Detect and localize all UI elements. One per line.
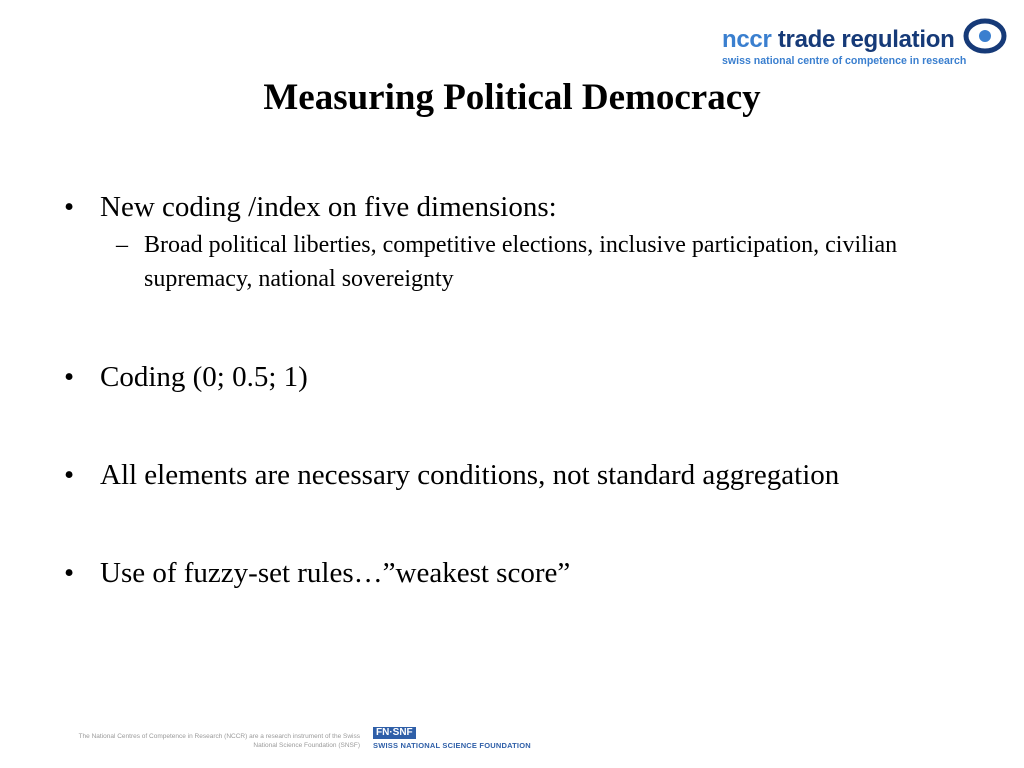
- logo-nccr-text: nccr: [722, 26, 772, 53]
- bullet-text: All elements are necessary conditions, not standard aggregation: [100, 459, 840, 491]
- snf-logo-box: FN·SNF: [373, 727, 416, 739]
- bullet-marker: •: [64, 361, 75, 393]
- logo-trade-regulation-text: trade regulation: [771, 26, 955, 53]
- eye-ring-icon: [962, 16, 1008, 56]
- slide-title: Measuring Political Democracy: [263, 77, 761, 118]
- sub-bullet-item: [116, 228, 964, 296]
- bullet-text: New coding /index on five dimensions:: [100, 191, 557, 223]
- bullet-item: [64, 188, 964, 226]
- sub-bullet-text: Broad political liberties, competitive elections, inclusive participation, civilian supremacy, national sovereignty: [144, 232, 898, 292]
- bullet-item: [64, 554, 964, 592]
- sub-bullet-marker: –: [116, 232, 128, 258]
- bullet-text: Use of fuzzy-set rules…”weakest score”: [100, 557, 571, 589]
- nccr-logo: [722, 16, 1012, 74]
- bullet-marker: •: [64, 459, 75, 491]
- bullet-text: Coding (0; 0.5; 1): [100, 361, 308, 393]
- logo-wordmark: [722, 28, 954, 52]
- footer-note: The National Centres of Competence in Research (NCCR) are a research instrument of the Swiss National Science Foundation (SNSF): [78, 733, 360, 749]
- logo-tagline: swiss national centre of competence in research: [722, 55, 967, 67]
- bullet-item: [64, 358, 964, 396]
- bullet-marker: •: [64, 557, 75, 589]
- bullet-marker: •: [64, 191, 75, 223]
- snf-logo-name: SWISS NATIONAL SCIENCE FOUNDATION: [373, 741, 531, 750]
- bullet-list: [64, 188, 964, 592]
- bullet-item: [64, 456, 964, 494]
- snf-logo: [373, 727, 531, 751]
